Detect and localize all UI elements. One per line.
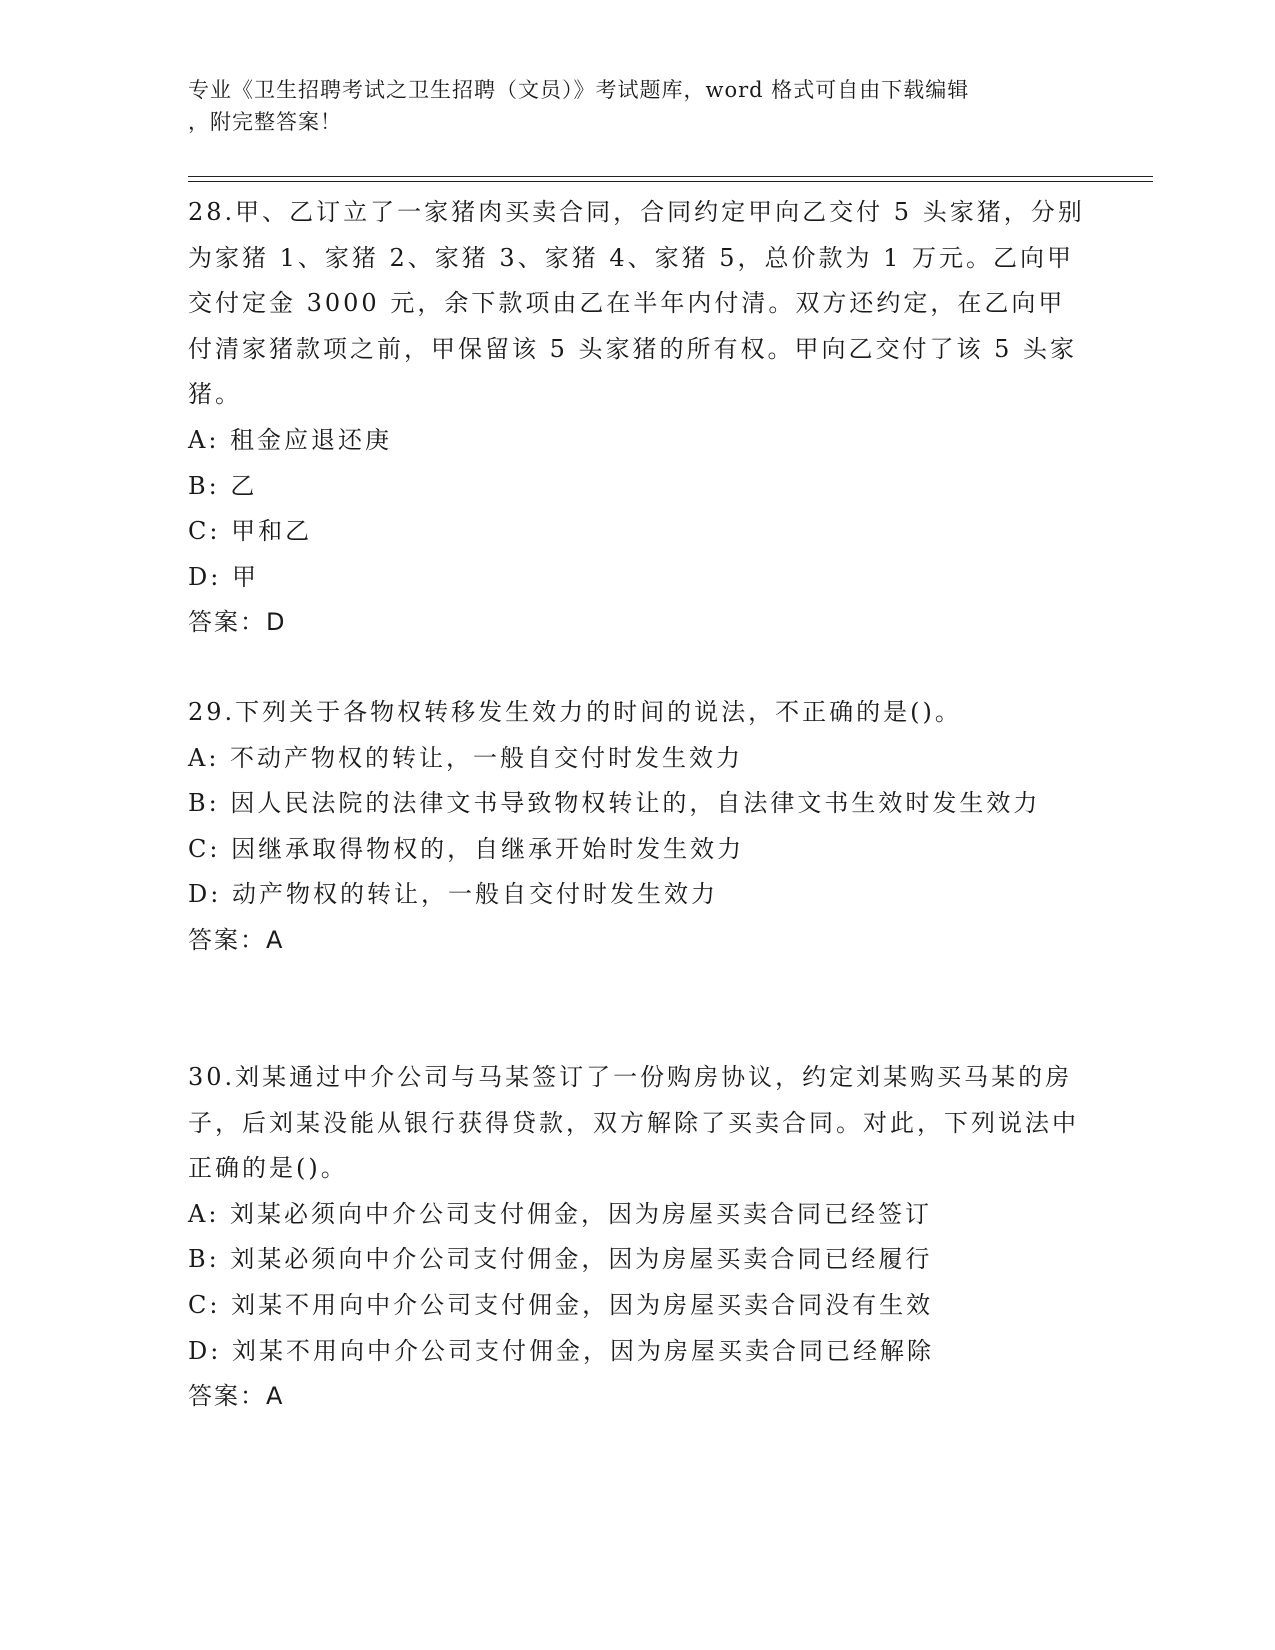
question-28 <box>188 190 1088 646</box>
header-divider-bottom <box>188 181 1153 182</box>
question-29 <box>188 690 1088 964</box>
option-c: C: 因继承取得物权的，自继承开始时发生效力 <box>188 834 745 863</box>
option-a: A: 租金应退还庚 <box>188 425 393 454</box>
option-c: C: 刘某不用向中介公司支付佣金，因为房屋买卖合同没有生效 <box>188 1290 934 1319</box>
option-b: B: 刘某必须向中介公司支付佣金，因为房屋买卖合同已经履行 <box>188 1245 933 1274</box>
header-line-2: ，附完整答案！ <box>188 110 342 134</box>
option-d: D: 甲 <box>188 562 259 591</box>
option-d: D: 动产物权的转让，一般自交付时发生效力 <box>188 880 718 909</box>
option-b: B: 因人民法院的法律文书导致物权转让的，自法律文书生效时发生效力 <box>188 789 1041 818</box>
question-stem: 29.下列关于各物权转移发生效力的时间的说法，不正确的是()。 <box>188 698 962 726</box>
answer-line: 答案：D <box>188 608 287 637</box>
option-a: A: 刘某必须向中介公司支付佣金，因为房屋买卖合同已经签订 <box>188 1199 933 1228</box>
question-30 <box>188 1055 1088 1420</box>
option-d: D: 刘某不用向中介公司支付佣金，因为房屋买卖合同已经解除 <box>188 1336 934 1365</box>
question-stem: 30.刘某通过中介公司与马某签订了一份购房协议，约定刘某购买马某的房子，后刘某没能从银行获得贷款，双方解除了买卖合同。对此，下列说法中正确的是()。 <box>188 1063 1079 1183</box>
answer-line: 答案：A <box>188 1382 285 1411</box>
option-b: B: 乙 <box>188 471 258 500</box>
header-divider-top <box>188 176 1153 177</box>
page-header <box>188 74 1088 138</box>
header-line-1: 专业《卫生招聘考试之卫生招聘（文员）》考试题库，word 格式可自由下载编辑 <box>188 78 970 102</box>
question-stem: 28.甲、乙订立了一家猪肉买卖合同，合同约定甲向乙交付 5 头家猪，分别为家猪 1、家猪 2、家猪 3、家猪 4、家猪 5，总价款为 1 万元。乙向甲交付定金 3000 元，余下款项由乙在半年内付清。双方还约定，在乙向甲付清家猪款项之前，甲保留该 5 头家猪的所有权。甲向乙交付了该 5 头家猪。 <box>188 198 1085 409</box>
option-a: A: 不动产物权的转让，一般自交付时发生效力 <box>188 743 744 772</box>
option-c: C: 甲和乙 <box>188 517 313 546</box>
answer-line: 答案：A <box>188 925 285 954</box>
